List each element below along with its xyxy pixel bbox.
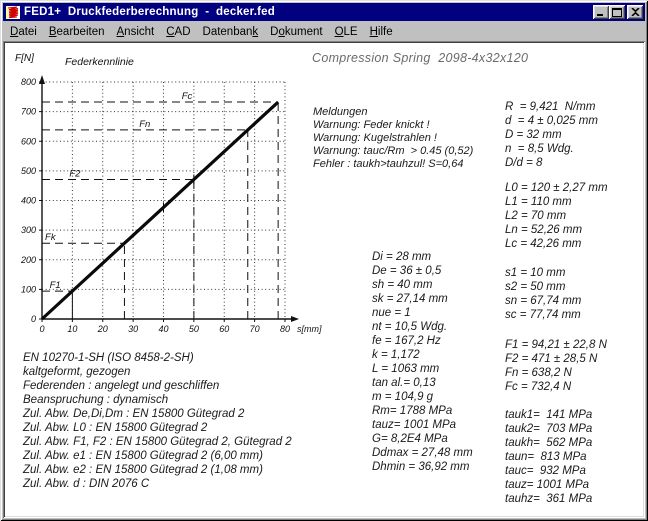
text-line: R = 9,421 N/mm bbox=[505, 101, 596, 113]
text-line: nue = 1 bbox=[372, 307, 411, 319]
svg-text:60: 60 bbox=[219, 324, 230, 334]
text-line: L0 = 120 ± 2,27 mm bbox=[505, 182, 608, 194]
close-button[interactable] bbox=[627, 5, 643, 19]
close-icon bbox=[631, 8, 640, 16]
client-area bbox=[3, 41, 645, 518]
svg-text:40: 40 bbox=[158, 324, 169, 334]
spring-chart bbox=[3, 41, 333, 343]
svg-text:Fn: Fn bbox=[139, 118, 151, 130]
text-line: n = 8,5 Wdg. bbox=[505, 143, 574, 155]
text-line: F2 = 471 ± 28,5 N bbox=[505, 353, 598, 365]
text-line: sn = 67,74 mm bbox=[505, 295, 582, 307]
text-line: Warnung: Feder knickt ! bbox=[313, 119, 430, 131]
text-line: Zul. Abw. De,Di,Dm : EN 15800 Gütegrad 2 bbox=[23, 408, 245, 420]
svg-text:700: 700 bbox=[20, 106, 36, 117]
text-line: tauhz= 361 MPa bbox=[505, 493, 593, 505]
text-line: G= 8,2E4 MPa bbox=[372, 433, 448, 445]
svg-text:70: 70 bbox=[249, 324, 260, 334]
svg-text:80: 80 bbox=[279, 324, 291, 334]
messages-block bbox=[313, 119, 473, 171]
text-line: sc = 77,74 mm bbox=[505, 309, 581, 321]
svg-text:F[N]: F[N] bbox=[15, 53, 34, 64]
svg-text:600: 600 bbox=[20, 136, 36, 147]
text-line: Beanspruchung : dynamisch bbox=[23, 394, 169, 406]
text-line: fe = 167,2 Hz bbox=[372, 335, 441, 347]
menu-item-datei[interactable]: Datei bbox=[10, 25, 37, 38]
svg-text:Federkennlinie: Federkennlinie bbox=[65, 56, 134, 68]
svg-text:100: 100 bbox=[20, 284, 36, 295]
svg-text:500: 500 bbox=[20, 165, 36, 176]
title-bar[interactable] bbox=[3, 3, 645, 21]
text-line: sh = 40 mm bbox=[372, 279, 433, 291]
text-line: Ddmax = 27,48 mm bbox=[372, 447, 473, 459]
svg-text:Fk: Fk bbox=[45, 232, 56, 244]
text-line: tauk2= 703 MPa bbox=[505, 423, 593, 435]
messages-title: Meldungen bbox=[313, 106, 368, 118]
svg-text:s[mm]: s[mm] bbox=[297, 324, 322, 334]
svg-text:0: 0 bbox=[30, 314, 36, 324]
menu-item-dokument[interactable]: Dokument bbox=[270, 25, 323, 38]
right-values-stresses bbox=[505, 408, 592, 506]
spec-notes bbox=[23, 351, 292, 491]
svg-text:30: 30 bbox=[128, 324, 139, 334]
text-line: Fn = 638,2 N bbox=[505, 367, 572, 379]
text-line: Dhmin = 36,92 mm bbox=[372, 461, 470, 473]
svg-text:F2: F2 bbox=[69, 168, 81, 180]
text-line: s1 = 10 mm bbox=[505, 267, 566, 279]
text-line: tauc= 932 MPa bbox=[505, 465, 586, 477]
text-line: kaltgeformt, gezogen bbox=[23, 366, 131, 378]
text-line: Zul. Abw. d : DIN 2076 C bbox=[23, 478, 150, 490]
right-values-forces bbox=[505, 338, 607, 394]
menu-item-ole[interactable]: OLE bbox=[334, 25, 358, 38]
text-line: Warnung: tauc/Rm > 0.45 (0,52) bbox=[313, 145, 474, 157]
text-line: nt = 10,5 Wdg. bbox=[372, 321, 448, 333]
menu-bar bbox=[3, 22, 645, 41]
text-line: taun= 813 MPa bbox=[505, 451, 587, 463]
menu-item-ansicht[interactable]: Ansicht bbox=[116, 25, 155, 38]
text-line: taukh= 562 MPa bbox=[505, 437, 593, 449]
text-line: Ln = 52,26 mm bbox=[505, 224, 583, 236]
svg-text:0: 0 bbox=[39, 324, 45, 334]
spring-app-icon[interactable] bbox=[5, 5, 21, 20]
text-line: tauz= 1001 MPa bbox=[372, 419, 457, 431]
minimize-icon bbox=[596, 8, 606, 17]
text-line: Di = 28 mm bbox=[372, 251, 432, 263]
text-line: Zul. Abw. e1 : EN 15800 Gütegrad 2 (6,00 mm) bbox=[23, 450, 263, 462]
text-line: d = 4 ± 0,025 mm bbox=[505, 115, 598, 127]
text-line: F1 = 94,21 ± 22,8 N bbox=[505, 339, 607, 351]
text-line: Federenden : angelegt und geschliffen bbox=[23, 380, 220, 392]
svg-text:20: 20 bbox=[97, 324, 108, 334]
text-line: L1 = 110 mm bbox=[505, 196, 572, 208]
text-line: m = 104,9 g bbox=[372, 391, 434, 403]
svg-text:10: 10 bbox=[67, 324, 78, 334]
svg-text:Fc: Fc bbox=[181, 91, 193, 103]
window-controls bbox=[593, 5, 643, 19]
right-values-spring-rate bbox=[505, 100, 598, 170]
text-line: De = 36 ± 0,5 bbox=[372, 265, 442, 277]
text-line: Fehler : taukh>tauhzul! S=0,64 bbox=[313, 158, 464, 170]
menu-item-hilfe[interactable]: Hilfe bbox=[369, 25, 393, 38]
maximize-button[interactable] bbox=[609, 5, 625, 19]
window-title: FED1+ Druckfederberechnung - decker.fed bbox=[24, 6, 275, 18]
text-line: EN 10270-1-SH (ISO 8458-2-SH) bbox=[23, 352, 194, 364]
text-line: s2 = 50 mm bbox=[505, 281, 566, 293]
svg-text:200: 200 bbox=[20, 254, 36, 265]
svg-text:50: 50 bbox=[188, 324, 199, 334]
svg-text:800: 800 bbox=[20, 77, 36, 87]
menu-item-bearbeiten[interactable]: Bearbeiten bbox=[48, 25, 105, 38]
mid-values bbox=[372, 250, 473, 474]
menu-item-datenbank[interactable]: Datenbank bbox=[202, 25, 259, 38]
svg-text:400: 400 bbox=[20, 195, 36, 206]
drawing-heading: Compression Spring 2098-4x32x120 bbox=[312, 51, 529, 65]
right-values-deflections bbox=[505, 266, 581, 322]
text-line: tan al.= 0,13 bbox=[372, 377, 436, 389]
text-line: Lc = 42,26 mm bbox=[505, 238, 582, 250]
text-line: Warnung: Kugelstrahlen ! bbox=[313, 132, 437, 144]
text-line: D = 32 mm bbox=[505, 129, 562, 141]
text-line: L2 = 70 mm bbox=[505, 210, 567, 222]
right-values-lengths bbox=[505, 181, 608, 251]
text-line: Zul. Abw. L0 : EN 15800 Gütegrad 2 bbox=[23, 422, 208, 434]
maximize-icon bbox=[612, 8, 622, 17]
svg-text:300: 300 bbox=[20, 225, 36, 236]
text-line: D/d = 8 bbox=[505, 157, 543, 169]
text-line: Fc = 732,4 N bbox=[505, 381, 572, 393]
text-line: Zul. Abw. F1, F2 : EN 15800 Gütegrad 2, Gütegrad 2 bbox=[23, 436, 292, 448]
text-line: sk = 27,14 mm bbox=[372, 293, 448, 305]
minimize-button[interactable] bbox=[593, 5, 609, 19]
svg-text:F1: F1 bbox=[49, 280, 61, 292]
menu-item-cad[interactable]: CAD bbox=[166, 25, 191, 38]
text-line: L = 1063 mm bbox=[372, 363, 440, 375]
text-line: k = 1,172 bbox=[372, 349, 420, 361]
text-line: tauk1= 141 MPa bbox=[505, 409, 593, 421]
text-line: Zul. Abw. e2 : EN 15800 Gütegrad 2 (1,08 mm) bbox=[23, 464, 263, 476]
text-line: Rm= 1788 MPa bbox=[372, 405, 453, 417]
text-line: tauz= 1001 MPa bbox=[505, 479, 590, 491]
